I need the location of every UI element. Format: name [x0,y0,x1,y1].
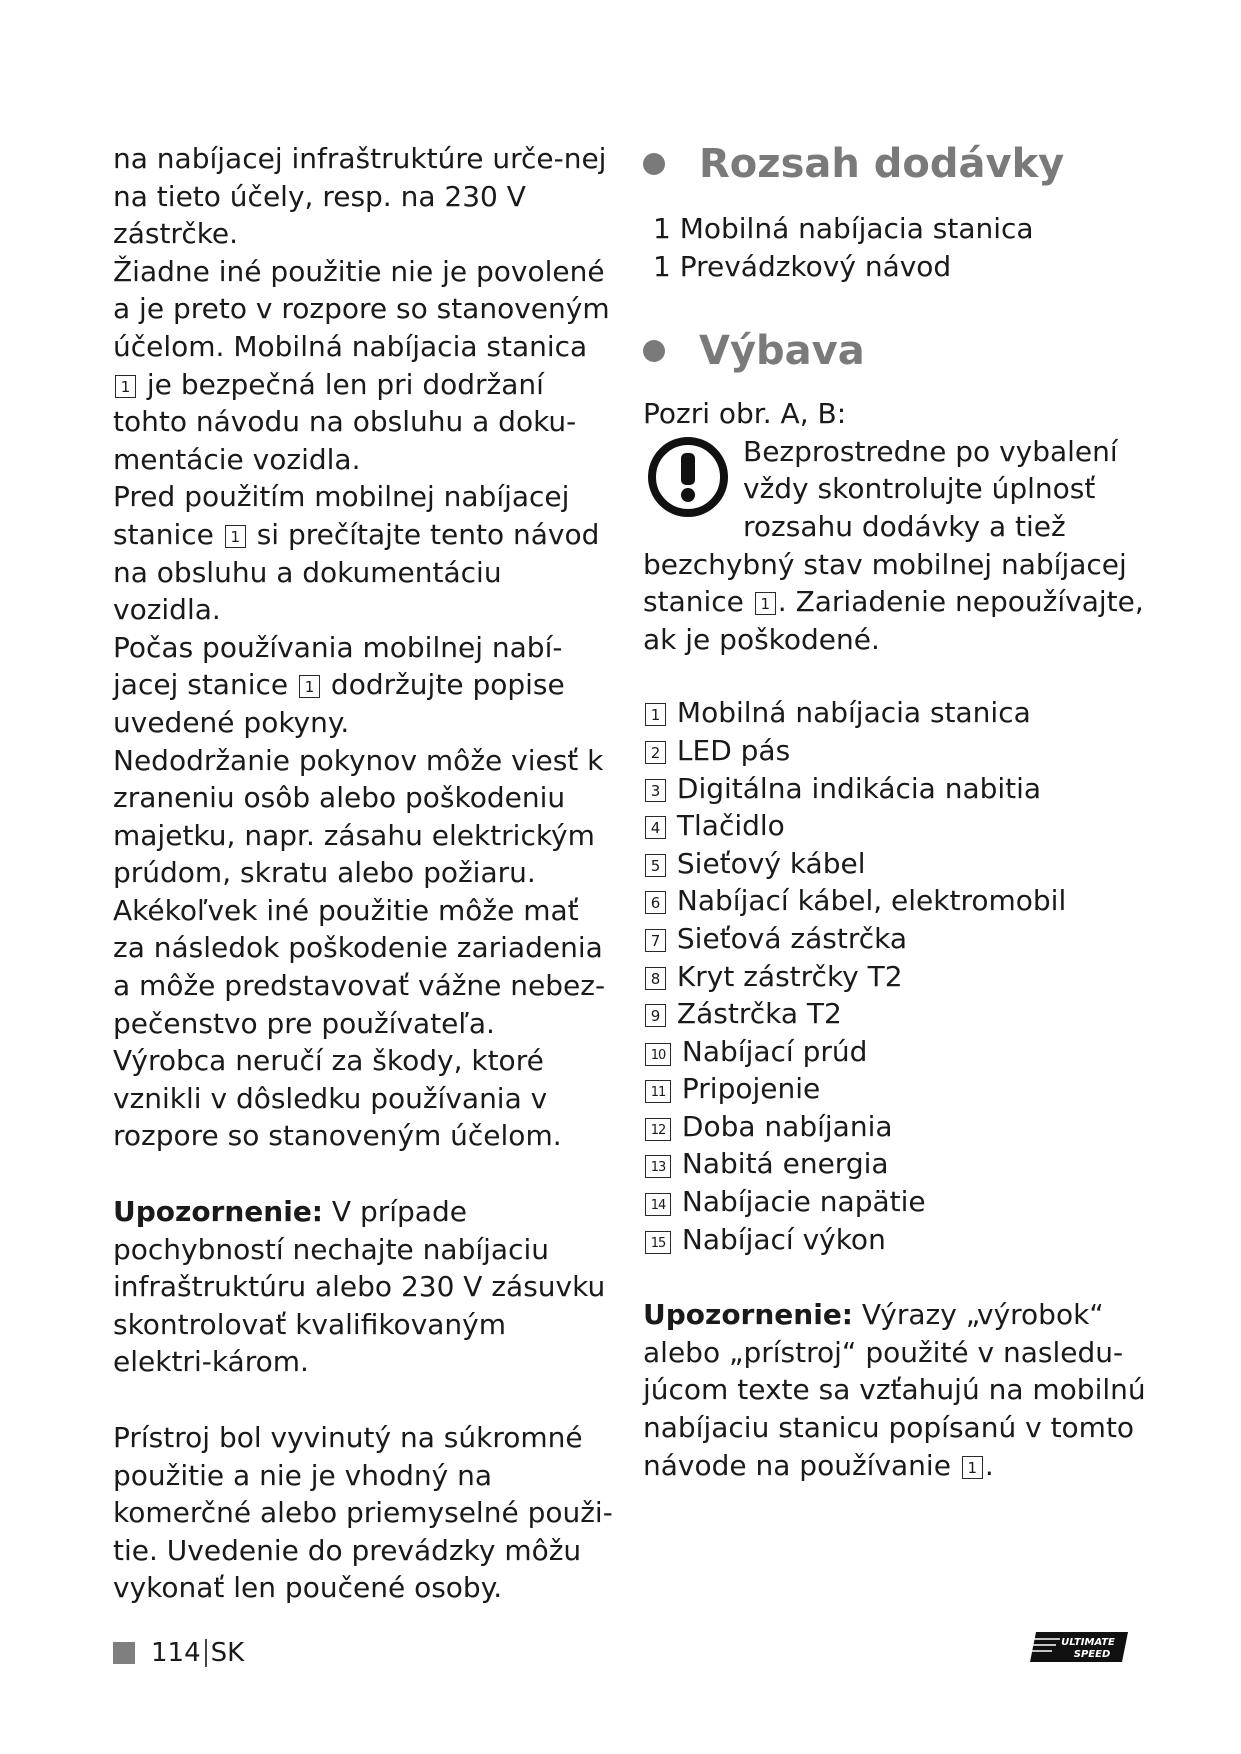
part-label: Nabíjací prúd [681,1034,868,1068]
part-label: Tlačidlo [676,809,785,843]
warning-icon [643,429,733,525]
ref-number: 7 [645,929,666,952]
part-label: Mobilná nabíjacia stanica [676,696,1031,730]
list-item [643,1221,1163,1259]
part-label: Nabíjacie napätie [681,1185,926,1219]
part-label: Pripojenie [681,1072,821,1106]
text-span: Bezprostredne po vybalení vždy skontrolujte úplnosť rozsahu dodávky a tiež bezchybný stav mobilnej nabíjacej stanice [643,434,1127,619]
part-label: Nabíjací výkon [681,1222,886,1256]
note-text: Výrazy „výrobok“ alebo „prístroj“ použité v nasledu-júcom texte sa vzťahujú na mobilnú nabíjaciu stanicu popísanú v tomto návode na používanie [643,1298,1146,1482]
list-item [643,995,1163,1033]
ref-number: 3 [645,779,666,802]
part-label: Kryt zástrčky T2 [676,959,903,993]
ref-number: 9 [645,1004,666,1027]
list-item [643,807,1163,845]
ref-number: 8 [645,967,666,990]
list-item [643,958,1163,996]
ref-number: 2 [645,741,666,764]
ref-number-1: 1 [225,525,246,548]
page-footer [113,1638,244,1668]
bullet-icon [643,340,665,362]
page-number: 114 [151,1638,201,1668]
list-item [643,694,1163,732]
spacer [113,1381,613,1419]
ref-number: 6 [645,891,666,914]
list-item [643,1070,1163,1108]
text-span: si prečítajte tento návod na obsluhu a dokumentáciu vozidla. [113,517,600,627]
text-span: dodržujte popise uvedené pokyny. [113,668,565,739]
note-label: Upozornenie: [643,1298,853,1332]
warning-block [643,433,1163,659]
part-label: LED pás [676,733,791,767]
scope-item: 1 Mobilná nabíjacia stanica [653,212,1034,245]
text-span: Žiadne iné použitie nie je povolené a je preto v rozpore so stanoveným účelom. Mobilná nabíjacia stanica [113,254,610,363]
scope-item: 1 Prevádzkový návod [653,249,952,283]
logo-text-line1: ULTIMATE [1061,1637,1115,1648]
ref-number-1: 1 [755,592,776,615]
list-item [643,920,1163,958]
ref-number: 10 [645,1043,671,1066]
see-figures: Pozri obr. A, B: [643,397,847,431]
private-use-paragraph: Prístroj bol vyvinutý na súkromné použitie a nie je vhodný na komerčné alebo priemyselné použi-tie. Uvedenie do prevádzky môžu vykonať len poučené osoby. [113,1421,613,1605]
logo-text-line2: SPEED [1073,1649,1111,1660]
list-item [643,1183,1163,1221]
heading-text: Rozsah dodávky [699,141,1065,187]
list-item [643,1033,1163,1071]
ref-number-1: 1 [962,1456,983,1479]
ref-number: 12 [645,1118,671,1141]
non-compliance-paragraph: Nedodržanie pokynov môže viesť k zraneniu osôb alebo poškodeniu majetku, napr. zásahu elektrickým prúdom, skratu alebo požiaru. [113,743,604,890]
text-span: je bezpečná len pri dodržaní tohto návodu na obsluhu a doku-mentácie vozidla. [113,367,577,476]
list-item [643,770,1163,808]
part-label: Zástrčka T2 [676,997,842,1031]
footer-divider [205,1639,207,1667]
text-span: Pred použitím mobilnej nabíjacej stanice [113,480,570,551]
before-use-paragraph [113,478,613,628]
bullet-icon [643,153,665,175]
note-label: Upozornenie: [113,1195,323,1229]
part-label: Doba nabíjania [681,1109,893,1143]
list-item [643,732,1163,770]
text-span: . Zariadenie nepoužívajte, ak je poškodené. [643,585,1144,656]
part-label: Sieťový kábel [676,846,866,880]
liability-paragraph: Akékoľvek iné použitie môže mať za následok poškodenie zariadenia a môže predstavovať vážne nebez-pečenstvo pre používateľa. Výrobca neručí za škody, ktoré vznikli v dôsledku používania v rozpore so stanoveným účelom. [113,893,606,1153]
text-span: Počas používania mobilnej nabí-jacej stanice [113,630,563,702]
scope-heading [643,140,1163,188]
during-use-paragraph [113,629,613,742]
right-column [643,140,1163,1484]
part-label: Nabíjací kábel, elektromobil [676,884,1067,918]
ref-number: 5 [645,854,666,877]
heading-text: Výbava [699,328,865,375]
part-label: Digitálna indikácia nabitia [676,771,1042,805]
note-paragraph [643,1296,1163,1484]
ref-number: 1 [645,703,666,726]
equipment-heading [643,327,1163,375]
language-code: SK [210,1638,245,1668]
ref-number-1: 1 [115,375,136,398]
ref-number: 13 [645,1155,671,1178]
list-item [643,882,1163,920]
list-item [643,1108,1163,1146]
ref-number: 4 [645,816,666,839]
left-column [113,140,613,1607]
ref-number-1: 1 [299,675,320,698]
list-item [643,845,1163,883]
ref-number: 15 [645,1231,671,1254]
text-span: . [984,1448,994,1482]
note-text: V prípade pochybností nechajte nabíjaciu infraštruktúru alebo 230 V zásuvku skontrolovať kvalifikovaným elektri-károm. [113,1195,606,1379]
part-label: Sieťová zástrčka [676,921,908,955]
permitted-use-paragraph [113,253,613,479]
ref-number: 14 [645,1193,671,1216]
part-label: Nabitá energia [681,1147,889,1181]
ref-number: 11 [645,1080,671,1103]
spacer [643,1258,1163,1296]
intro-paragraph: na nabíjacej infraštruktúre urče-nej na tieto účely, resp. na 230 V zástrčke. [113,142,607,251]
note-paragraph [113,1193,613,1381]
spacer [643,658,1163,694]
list-item [643,1145,1163,1183]
spacer [113,1155,613,1193]
ultimate-speed-logo [1030,1630,1128,1664]
footer-square-icon [113,1642,135,1664]
parts-list [643,694,1163,1258]
